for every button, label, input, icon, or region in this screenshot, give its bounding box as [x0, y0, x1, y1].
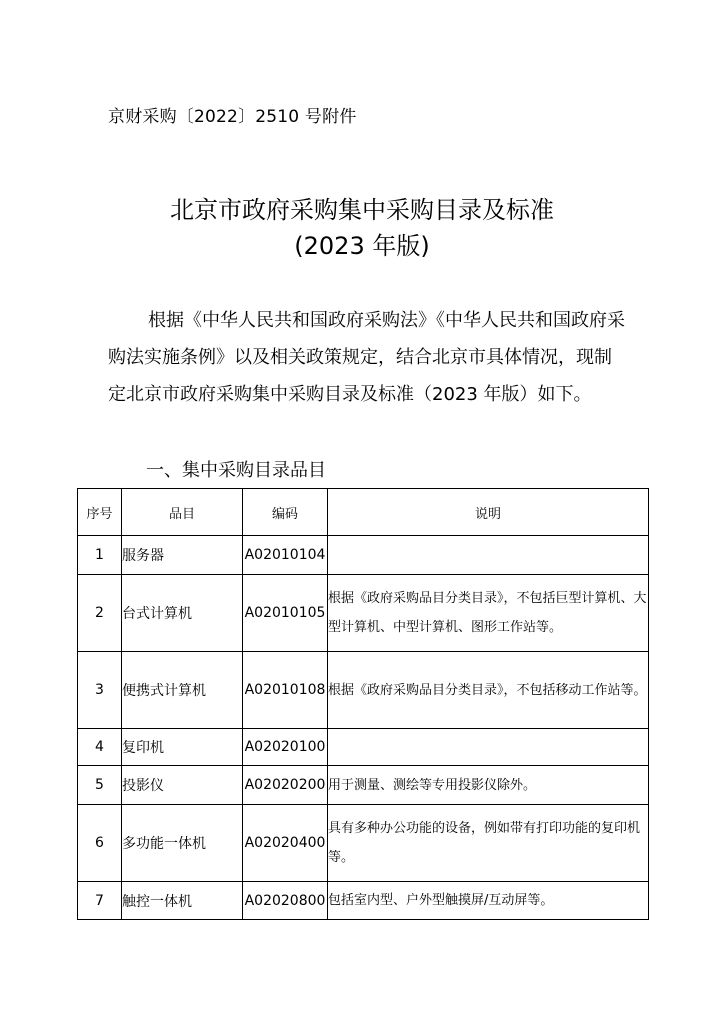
row-item: 多功能一体机: [122, 805, 243, 882]
row-item: 便携式计算机: [122, 652, 243, 729]
row-item: 投影仪: [122, 766, 243, 805]
row-code: A02020100: [243, 729, 328, 766]
row-code: A02010108: [243, 652, 328, 729]
procurement-catalog-table: [77, 488, 649, 920]
table-header-row: [78, 489, 649, 536]
row-number: 1: [78, 536, 122, 575]
row-number: 2: [78, 575, 122, 652]
table-row: [78, 805, 649, 882]
row-code: A02020200: [243, 766, 328, 805]
document-reference: 京财采购〔2022〕2510 号附件: [108, 107, 357, 127]
row-number: 6: [78, 805, 122, 882]
table-row: [78, 766, 649, 805]
table-row: [78, 882, 649, 920]
row-code: A02020800: [243, 882, 328, 920]
row-note: 根据《政府采购品目分类目录》，不包括巨型计算机、大型计算机、中型计算机、图形工作站等。: [328, 575, 649, 652]
row-number: 3: [78, 652, 122, 729]
row-note: 具有多种办公功能的设备，例如带有打印功能的复印机等。: [328, 805, 649, 882]
row-code: A02010105: [243, 575, 328, 652]
table-row: [78, 652, 649, 729]
column-header-code: 编码: [243, 489, 328, 536]
row-note: 用于测量、测绘等专用投影仪除外。: [328, 766, 649, 805]
column-header-num: 序号: [78, 489, 122, 536]
table-row: [78, 536, 649, 575]
column-header-note: 说明: [328, 489, 649, 536]
row-item: 触控一体机: [122, 882, 243, 920]
row-code: A02010104: [243, 536, 328, 575]
table-row: [78, 575, 649, 652]
row-number: 4: [78, 729, 122, 766]
row-note: [328, 729, 649, 766]
intro-paragraph: [108, 302, 628, 413]
row-item: 服务器: [122, 536, 243, 575]
document-title: 北京市政府采购集中采购目录及标准: [170, 196, 554, 224]
row-number: 7: [78, 882, 122, 920]
row-note: [328, 536, 649, 575]
row-code: A02020400: [243, 805, 328, 882]
document-subtitle: (2023 年版): [294, 232, 430, 260]
column-header-item: 品目: [122, 489, 243, 536]
section-heading: 一、集中采购目录品目: [146, 460, 326, 481]
table-row: [78, 729, 649, 766]
row-note: 包括室内型、户外型触摸屏/互动屏等。: [328, 882, 649, 920]
intro-text: 根据《中华人民共和国政府采购法》《中华人民共和国政府采购法实施条例》以及相关政策规定，结合北京市具体情况，现制定北京市政府采购集中采购目录及标准（2023 年版）如下。: [108, 310, 625, 405]
row-item: 台式计算机: [122, 575, 243, 652]
row-note: 根据《政府采购品目分类目录》，不包括移动工作站等。: [328, 652, 649, 729]
row-item: 复印机: [122, 729, 243, 766]
row-number: 5: [78, 766, 122, 805]
